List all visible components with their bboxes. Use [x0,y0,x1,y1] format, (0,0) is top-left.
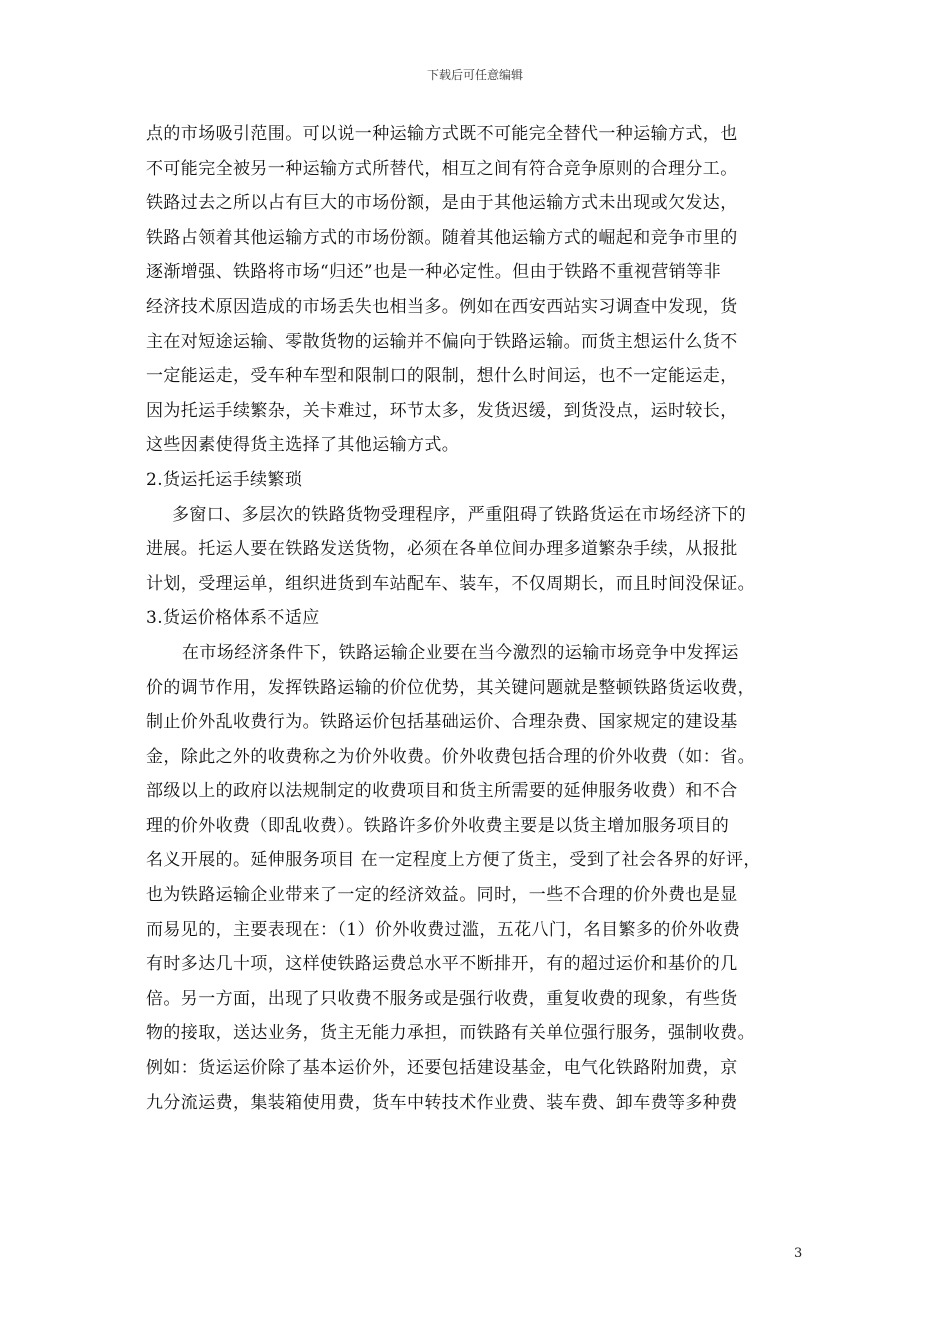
text-line: 金，除此之外的收费称之为价外收费。价外收费包括合理的价外收费（如：省。 [146,746,755,767]
text-line: 也为铁路运输企业带来了一定的经济效益。同时，一些不合理的价外费也是显 [146,885,738,906]
text-line: 价的调节作用，发挥铁路运输的价位优势，其关键问题就是整顿铁路货运收费， [146,677,755,698]
text-line: 在市场经济条件下，铁路运输企业要在当今激烈的运输市场竞争中发挥运 [182,642,739,663]
text-line: 部级以上的政府以法规制定的收费项目和货主所需要的延伸服务收费）和不合 [146,781,738,802]
text-line: 因为托运手续繁杂，关卡难过，环节太多，发货迟缓，到货没点，运时较长， [146,400,738,421]
text-line: 主在对短途运输、零散货物的运输并不偏向于铁路运输。而货主想运什么货不 [146,331,738,352]
text-line: 物的接取，送达业务，货主无能力承担，而铁路有关单位强行服务，强制收费。 [146,1023,755,1044]
text-line: 铁路占领着其他运输方式的市场份额。随着其他运输方式的崛起和竞争市里的 [146,227,738,248]
page-header: 下载后可任意编辑 [426,68,523,82]
text-line: 不可能完全被另一种运输方式所替代，相互之间有符合竞争原则的合理分工。 [146,158,738,179]
document-body [146,117,816,1120]
text-line: 名义开展的。延伸服务项目 在一定程度上方便了货主，受到了社会各界的好评， [146,850,761,871]
text-line: 逐渐增强、铁路将市场“归还”也是一种必定性。但由于铁路不重视营销等非 [146,262,721,283]
text-line: 点的市场吸引范围。可以说一种运输方式既不可能完全替代一种运输方式，也 [146,124,738,144]
text-line: 多窗口、多层次的铁路货物受理程序，严重阻碍了铁路货运在市场经济下的 [172,504,747,525]
section-heading: 3.货运价格体系不适应 [146,608,320,629]
text-line: 制止价外乱收费行为。铁路运价包括基础运价、合理杂费、国家规定的建设基 [146,712,738,733]
text-line: 经济技术原因造成的市场丢失也相当多。例如在西安西站实习调查中发现，货 [146,296,738,317]
text-line: 有时多达几十项，这样使铁路运费总水平不断排开，有的超过运价和基价的几 [146,954,738,975]
text-line: 进展。托运人要在铁路发送货物，必须在各单位间办理多道繁杂手续，从报批 [146,539,738,560]
text-line: 一定能运走，受车种车型和限制口的限制，想什么时间运，也不一定能运走， [146,366,738,387]
page-number: 3 [794,1246,803,1261]
section-heading: 2.货运托运手续繁琐 [146,469,303,490]
text-line: 九分流运费，集装箱使用费，货车中转技术作业费、装车费、卸车费等多种费 [146,1092,738,1113]
text-line: 例如：货运运价除了基本运价外，还要包括建设基金，电气化铁路附加费，京 [146,1058,738,1079]
text-line: 理的价外收费（即乱收费）。铁路许多价外收费主要是以货主增加服务项目的 [146,815,730,836]
text-line: 计划，受理运单，组织进货到车站配车、装车，不仅周期长，而且时间没保证。 [146,573,755,594]
text-line: 倍。另一方面，出现了只收费不服务或是强行收费，重复收费的现象，有些货 [146,988,738,1009]
text-line: 而易见的，主要表现在：（1）价外收费过滥，五花八门，名目繁多的价外收费 [146,919,741,940]
text-line: 这些因素使得货主选择了其他运输方式。 [146,435,460,456]
text-line: 铁路过去之所以占有巨大的市场份额，是由于其他运输方式未出现或欠发达， [146,193,738,214]
